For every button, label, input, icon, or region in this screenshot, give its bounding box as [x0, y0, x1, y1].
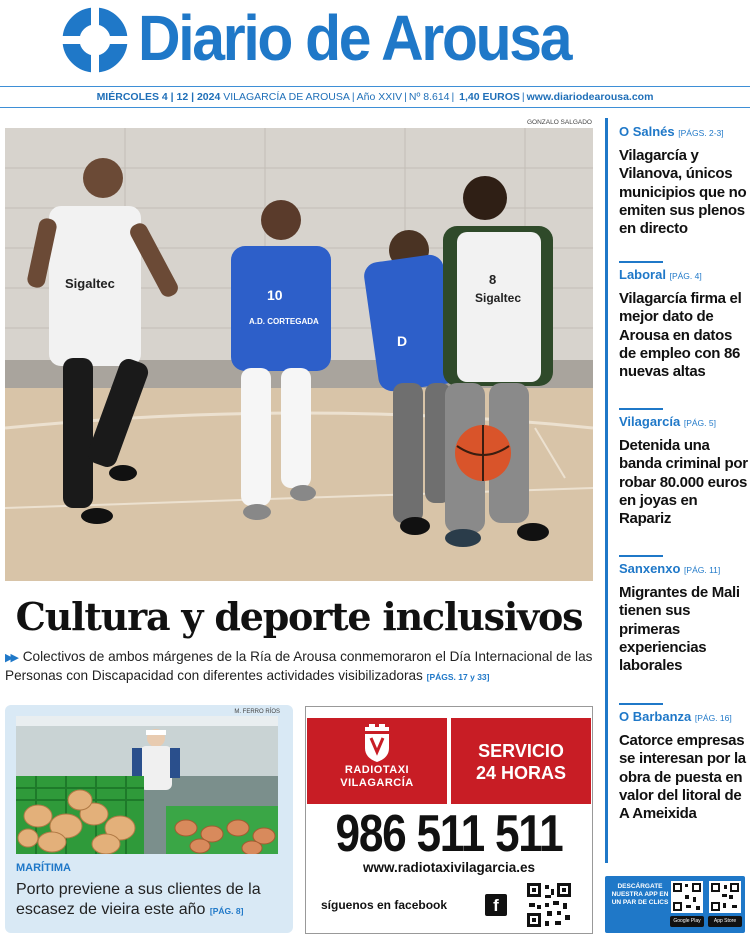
crown-shield-icon [362, 724, 392, 762]
main-subhead-pages[interactable]: [PÁGS. 17 y 33] [426, 672, 490, 682]
sidebar-item-laboral[interactable] [619, 261, 750, 381]
sidebar-section-pages: [PÁGS. 2-3] [678, 128, 724, 138]
google-play-badge[interactable]: Google Play [670, 916, 704, 927]
dateline: MIÉRCOLES 4 | 12 | 2024 VILAGARCÍA DE AROUSA | Año XXIV | Nº 8.614 | 1,40 EUROS | www.diariodearousa.com [0, 86, 750, 108]
jersey-number-10: 10 [267, 287, 283, 303]
arrow-icon: ▶▶ [5, 652, 16, 664]
sidebar-section [619, 414, 750, 431]
app-qr-android-icon[interactable] [671, 881, 703, 913]
teaser-section: MARÍTIMA [16, 862, 71, 874]
main-photo-credit: GONZALO SALGADO [526, 119, 592, 126]
app-download-box[interactable] [605, 876, 745, 933]
masthead [0, 0, 750, 80]
sidebar-section-pages: [PÁG. 16] [694, 713, 732, 723]
logo-icon [62, 7, 128, 73]
sidebar-section-pages: [PÁG. 5] [683, 418, 716, 428]
sidebar-item-vilagarcia[interactable] [619, 408, 750, 528]
basketball-photo-illustration [5, 128, 593, 581]
sidebar-section-label: Vilagarcía [619, 414, 681, 429]
site-link[interactable]: www.diariodearousa.com [526, 91, 654, 103]
sidebar-section-label: O Salnés [619, 124, 675, 139]
sidebar-headline[interactable]: Migrantes de Mali tienen sus primeras experiencias laborales [619, 584, 740, 675]
app-store-badge[interactable]: App Store [708, 916, 742, 927]
teaser-headline[interactable] [16, 880, 284, 921]
app-download-text: DESCÁRGATE NUESTRA APP EN UN PAR DE CLICS [611, 883, 669, 907]
issue-price: 1,40 EUROS [459, 91, 520, 103]
sidebar-section-label: O Barbanza [619, 709, 692, 724]
jersey-text-1: Sigaltec [65, 276, 115, 291]
jersey-letter: D [397, 333, 408, 349]
sidebar-headline[interactable]: Vilagarcía y Vilanova, únicos municipios que no emiten sus plenos en directo [619, 147, 747, 238]
jersey-team-name: A.D. CORTEGADA [249, 317, 319, 326]
sidebar-section [619, 561, 750, 578]
masthead-title: Diario de Arousa [138, 2, 571, 74]
sidebar [605, 118, 750, 863]
sidebar-item-sanxenxo[interactable] [619, 555, 750, 675]
sidebar-divider [619, 261, 663, 263]
ad-brand [307, 764, 447, 790]
issue-year: Año XXIV [356, 91, 403, 103]
issue-city: VILAGARCÍA DE AROUSA [223, 91, 350, 103]
radiotaxi-ad[interactable] [305, 706, 593, 934]
ad-phone-number[interactable]: 986 511 511 [335, 805, 563, 863]
ad-service [451, 740, 591, 784]
issue-number: Nº 8.614 [408, 91, 450, 103]
sidebar-divider [619, 703, 663, 705]
ad-brand-line2: VILAGARCÍA [340, 777, 414, 789]
sidebar-section [619, 267, 750, 284]
sidebar-section-pages: [PÁG. 11] [684, 565, 721, 575]
ad-brand-line1: RADIOTAXI [344, 764, 410, 776]
teaser-headline-text: Porto previene a sus clientes de la escasez de vieira este año [16, 881, 261, 918]
sidebar-item-salnes[interactable] [619, 124, 750, 238]
sidebar-section [619, 124, 750, 141]
sidebar-divider [619, 555, 663, 557]
sidebar-section [619, 709, 750, 726]
qr-code-icon[interactable] [525, 881, 573, 929]
sidebar-section-label: Laboral [619, 267, 666, 282]
ad-service-line2: 24 HORAS [475, 763, 567, 783]
issue-date: MIÉRCOLES 4 | 12 | 2024 [96, 91, 221, 103]
sidebar-item-barbanza[interactable] [619, 703, 750, 823]
sidebar-headline[interactable]: Detenida una banda criminal por robar 80.000 euros en joyas en Rapariz [619, 437, 748, 528]
teaser-pages: [PÁG. 8] [209, 906, 244, 916]
jersey-number-8: 8 [489, 272, 497, 287]
sidebar-section-pages: [PÁG. 4] [669, 271, 702, 281]
sidebar-headline[interactable]: Catorce empresas se interesan por la obra de puesta en valor del litoral de A Ameixida [619, 732, 746, 823]
sidebar-divider [619, 408, 663, 410]
ad-service-line1: SERVICIO [478, 741, 564, 761]
main-photo[interactable] [5, 128, 593, 581]
ad-facebook-text: síguenos en facebook [321, 898, 448, 912]
app-qr-ios-icon[interactable] [709, 881, 741, 913]
sidebar-headline[interactable]: Vilagarcía firma el mejor dato de Arousa en datos de empleo con 86 nuevas altas [619, 290, 742, 381]
ad-website[interactable]: www.radiotaxivilagarcia.es [362, 860, 536, 875]
scallops-photo-illustration [16, 716, 278, 854]
teaser-photo-credit: M. FERRO RÍOS [234, 709, 280, 715]
main-headline[interactable]: Cultura y deporte inclusivos [15, 594, 583, 639]
sidebar-section-label: Sanxenxo [619, 561, 681, 576]
main-subhead-text: Colectivos de ambos márgenes de la Ría de Arousa conmemoraron el Día Internacional de las Personas con Discapacidad con diferentes actividades visibilizadoras [5, 649, 593, 683]
jersey-text-2: Sigaltec [475, 291, 522, 305]
main-subhead [5, 648, 593, 686]
teaser-photo[interactable] [16, 716, 278, 854]
facebook-icon[interactable]: f [485, 894, 507, 916]
